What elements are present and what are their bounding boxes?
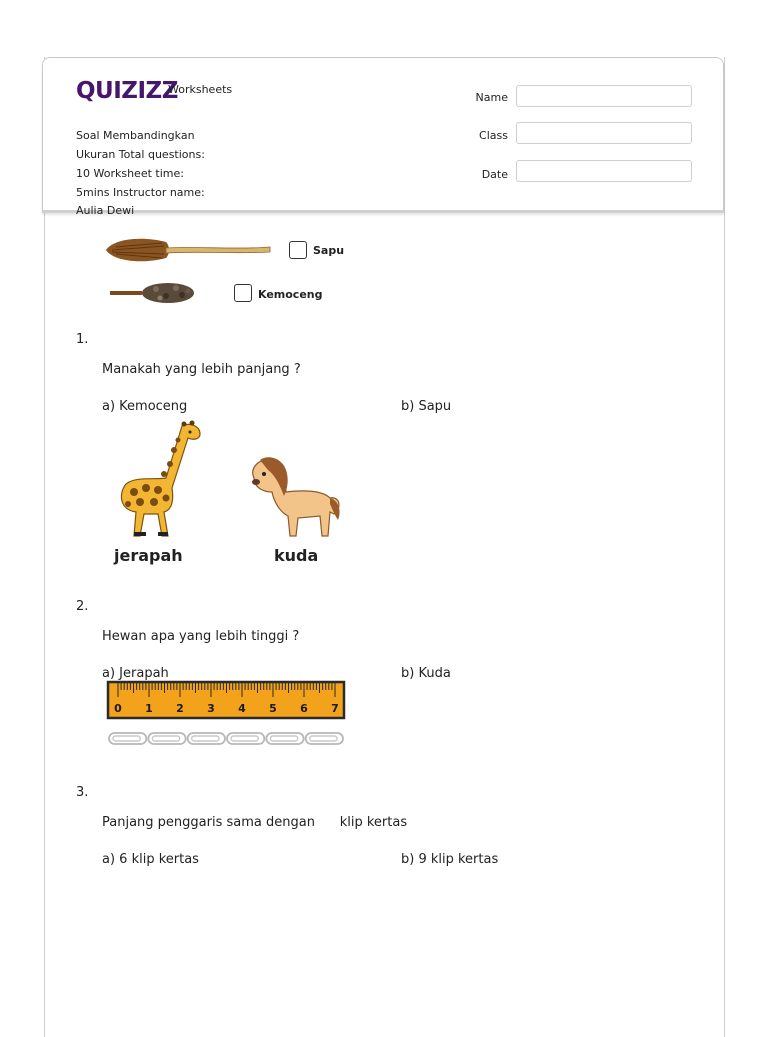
ruler-number: 3 — [207, 702, 215, 715]
ruler-number: 4 — [238, 702, 246, 715]
paperclip — [109, 733, 146, 744]
meta-line-2: Ukuran Total questions: — [76, 148, 205, 161]
question-2-option-b[interactable]: b) Kuda — [401, 666, 451, 681]
meta-line-5: Aulia Dewi — [76, 204, 135, 217]
paperclip — [266, 733, 303, 744]
ruler-number: 6 — [300, 702, 308, 715]
ruler-illustration — [107, 681, 345, 719]
kemoceng-label: Kemoceng — [258, 288, 323, 301]
question-1-option-b[interactable]: b) Sapu — [401, 399, 452, 414]
paperclip — [148, 733, 185, 744]
ruler-number: 2 — [176, 702, 184, 715]
ruler-number: 0 — [114, 702, 122, 715]
question-2-option-a[interactable]: a) Jerapah — [102, 666, 169, 681]
sapu-checkbox — [289, 241, 307, 259]
date-label: Date — [481, 168, 508, 181]
class-label: Class — [479, 129, 508, 142]
name-label: Name — [475, 91, 508, 104]
giraffe-illustration — [112, 418, 208, 538]
paperclip — [306, 733, 343, 744]
paperclip — [188, 733, 225, 744]
meta-line-3: 10 Worksheet time: — [76, 167, 184, 180]
date-field[interactable] — [516, 160, 692, 182]
duster-illustration — [108, 280, 196, 306]
worksheet-label: Worksheets — [168, 83, 233, 96]
meta-line-1: Soal Membandingkan — [76, 129, 195, 142]
question-1-text: Manakah yang lebih panjang ? — [102, 362, 301, 377]
question-2-text: Hewan apa yang lebih tinggi ? — [102, 629, 300, 644]
ruler-number: 5 — [269, 702, 277, 715]
question-3-text: Panjang penggaris sama dengan klip kertas — [102, 815, 408, 830]
paperclips-illustration — [108, 731, 346, 747]
question-1-number: 1. — [76, 332, 89, 347]
question-1-option-a[interactable]: a) Kemoceng — [102, 399, 188, 414]
broom-illustration — [104, 232, 274, 268]
horse-label: kuda — [274, 546, 319, 565]
quizizz-logo: QUIZIZZ — [76, 78, 178, 104]
question-2-number: 2. — [76, 599, 89, 614]
giraffe-label: jerapah — [114, 546, 183, 565]
question-3-option-a[interactable]: a) 6 klip kertas — [102, 852, 199, 867]
horse-illustration — [246, 456, 342, 540]
sapu-label: Sapu — [313, 244, 345, 257]
name-field[interactable] — [516, 85, 692, 107]
paperclip — [227, 733, 264, 744]
ruler-number: 7 — [331, 702, 339, 715]
ruler-number: 1 — [145, 702, 153, 715]
meta-line-4: 5mins Instructor name: — [76, 186, 205, 199]
question-3-number: 3. — [76, 785, 89, 800]
question-3-option-b[interactable]: b) 9 klip kertas — [401, 852, 499, 867]
class-field[interactable] — [516, 122, 692, 144]
kemoceng-checkbox — [234, 284, 252, 302]
